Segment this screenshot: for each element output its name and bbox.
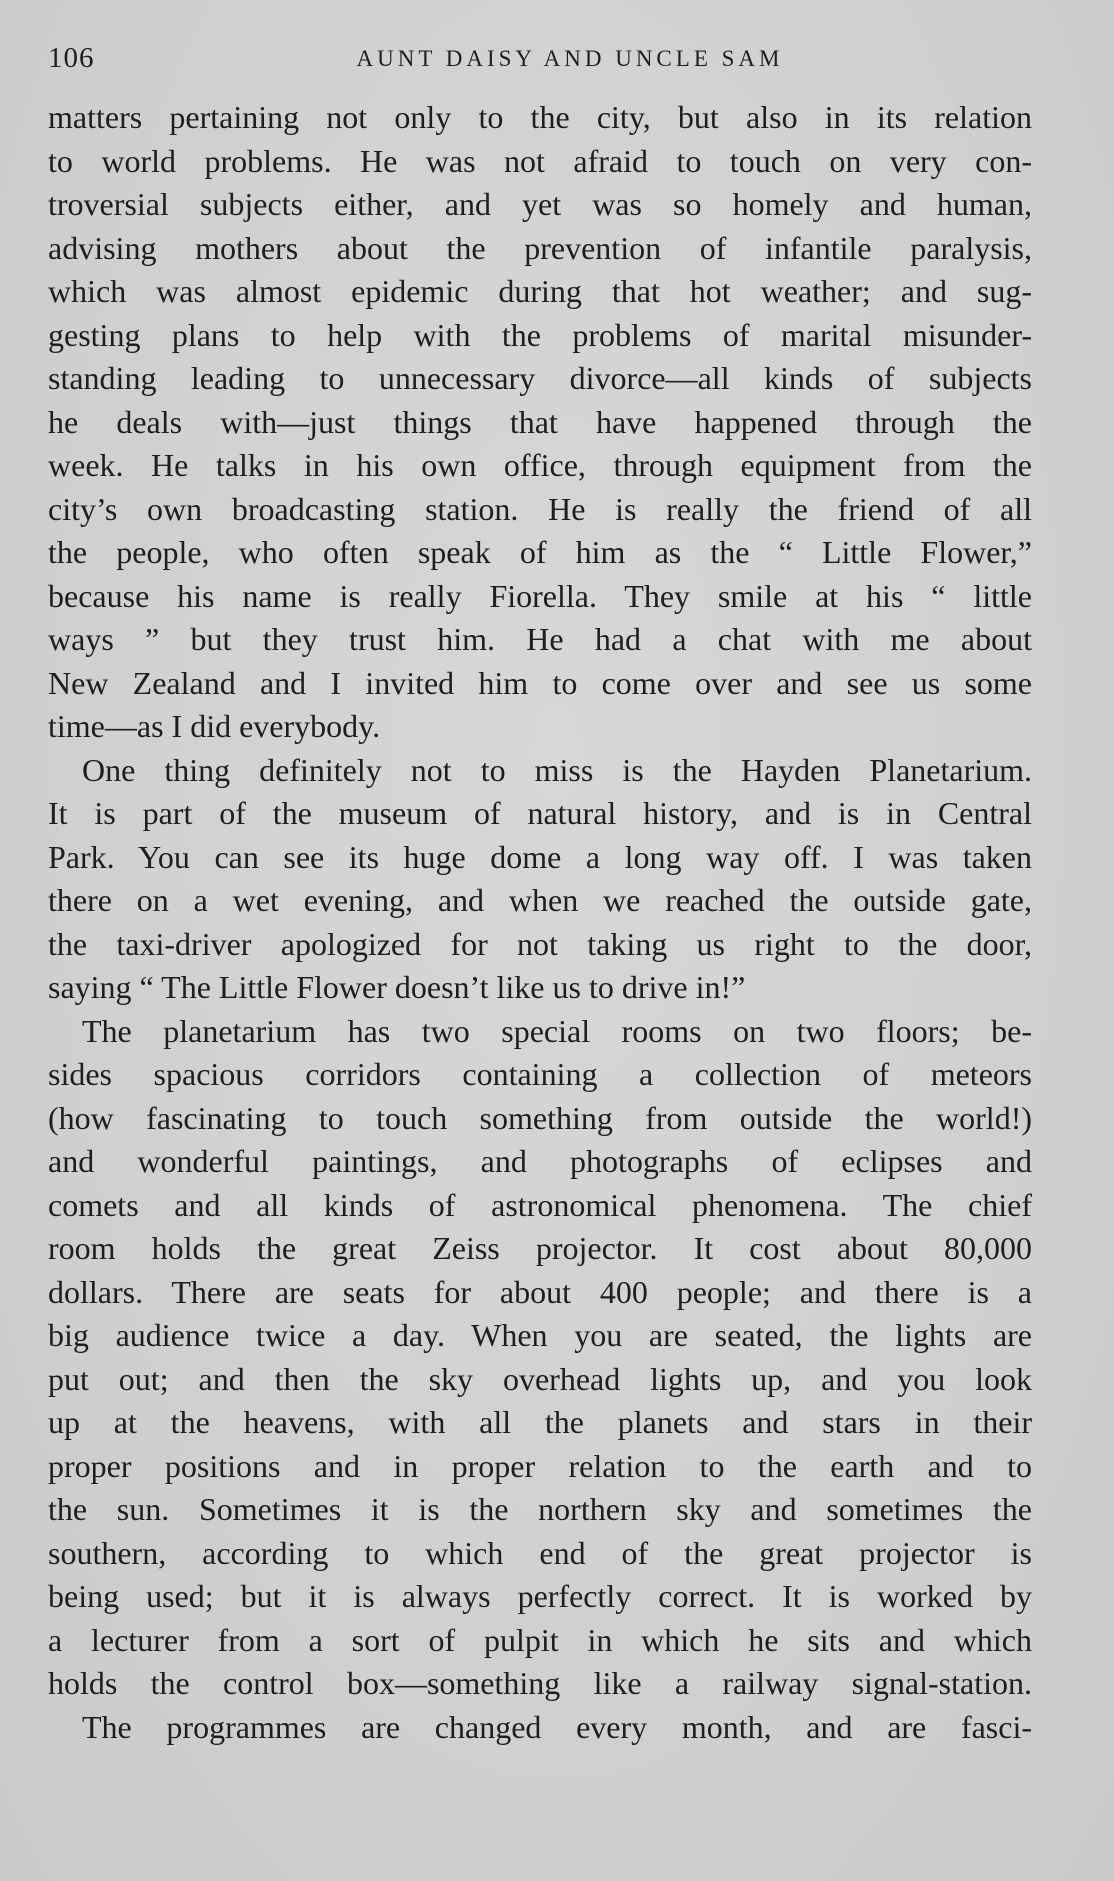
text-line: troversial subjects either, and yet was so homely and human, [48,186,1032,222]
text-line: It is part of the museum of natural history, and is in Central [48,795,1032,831]
text-line: being used; but it is always perfectly correct. It is worked by [48,1578,1032,1614]
text-line: proper positions and in proper relation to the earth and to [48,1447,1032,1484]
body-text [48,96,1032,1749]
text-line: there on a wet evening, and when we reached the outside gate, [48,882,1032,918]
text-line: room holds the great Zeiss projector. It cost about 80,000 [48,1230,1032,1266]
text-line: up at the heavens, with all the planets and stars in their [48,1404,1032,1440]
text-line: put out; and then the sky overhead lights up, and you look [48,1360,1032,1397]
text-line: standing leading to unnecessary divorce—all kinds of subjects [48,360,1032,396]
paragraph-end-line: saying “ The Little Flower doesn’t like us to drive in!” [48,969,746,1005]
text-line: advising mothers about the prevention of infantile paralysis, [48,229,1032,266]
text-line: the sun. Sometimes it is the northern sky and sometimes the [48,1491,1032,1527]
text-line: holds the control box—something like a railway signal-station. [48,1665,1032,1701]
text-line: gesting plans to help with the problems of marital misunder- [48,316,1032,353]
paragraph-start-line: The planetarium has two special rooms on two floors; be- [82,1012,1032,1049]
text-line: dollars. There are seats for about 400 people; and there is a [48,1273,1032,1310]
text-line: southern, according to which end of the great projector is [48,1534,1032,1571]
text-line: he deals with—just things that have happened through the [48,403,1032,440]
text-line: to world problems. He was not afraid to touch on very con- [48,142,1032,179]
text-line: big audience twice a day. When you are seated, the lights are [48,1317,1032,1353]
text-line: matters pertaining not only to the city, but also in its relation [48,99,1032,135]
text-line: because his name is really Fiorella. They smile at his “ little [48,577,1032,614]
text-line: the taxi-driver apologized for not taking us right to the door, [48,925,1032,962]
running-head [48,42,1032,78]
text-line: city’s own broadcasting station. He is really the friend of all [48,490,1032,527]
text-line: a lecturer from a sort of pulpit in which he sits and which [48,1621,1032,1658]
text-line: comets and all kinds of astronomical phenomena. The chief [48,1186,1032,1223]
text-line: Park. You can see its huge dome a long way off. I was taken [48,838,1032,875]
paragraph-start-line: One thing definitely not to miss is the Hayden Planetarium. [82,751,1032,788]
text-line: and wonderful paintings, and photographs of eclipses and [48,1143,1032,1179]
book-title: AUNT DAISY AND UNCLE SAM [356,46,784,71]
paragraph-start-line: The programmes are changed every month, and are fasci- [82,1708,1032,1745]
page-number: 106 [48,42,95,74]
text-line: (how fascinating to touch something from outside the world!) [48,1099,1032,1136]
text-line: the people, who often speak of him as the “ Little Flower,” [48,534,1032,570]
text-line: New Zealand and I invited him to come over and see us some [48,664,1032,701]
text-line: sides spacious corridors containing a collection of meteors [48,1056,1032,1092]
text-line: ways ” but they trust him. He had a chat with me about [48,621,1032,657]
text-line: week. He talks in his own office, through equipment from the [48,447,1032,483]
paragraph-end-line: time—as I did everybody. [48,708,381,744]
text-line: which was almost epidemic during that hot weather; and sug- [48,273,1032,309]
